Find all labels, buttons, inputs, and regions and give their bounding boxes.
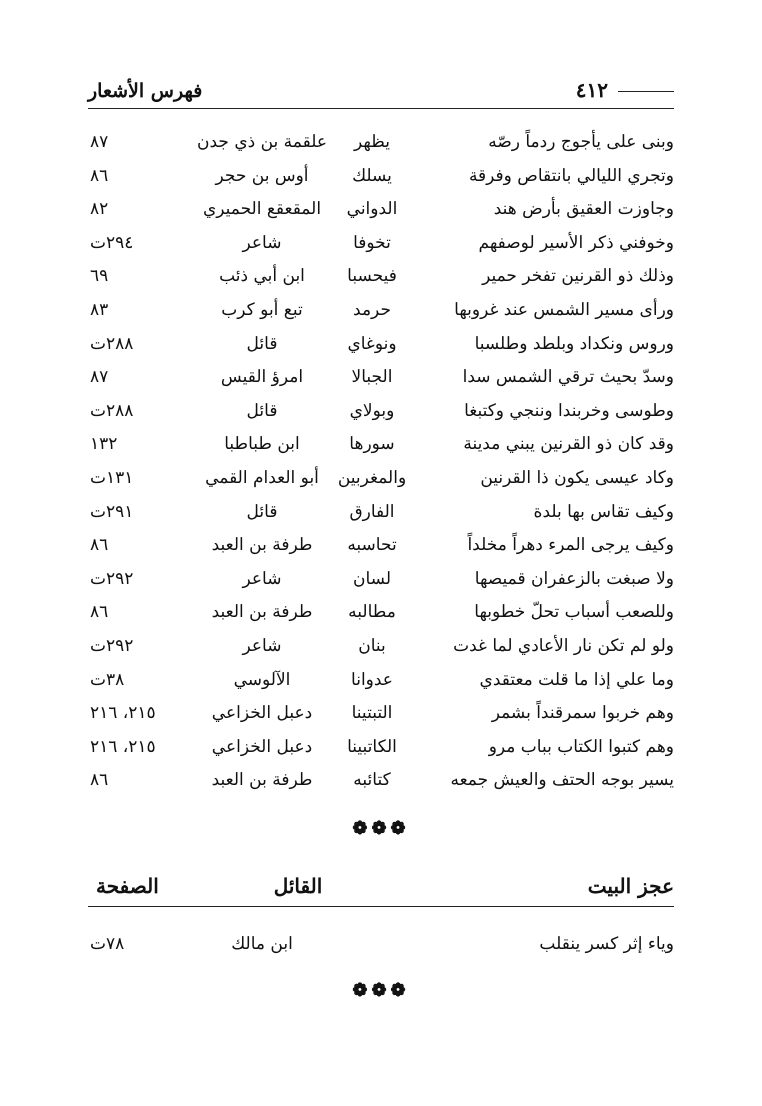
page-reference: ٨٧ <box>90 367 109 388</box>
column-header-page: الصفحة <box>96 874 159 898</box>
section2-header <box>88 870 674 907</box>
poet-name: شاعر <box>242 635 282 656</box>
index-row <box>0 330 762 364</box>
poet-name: علقمة بن ذي جدن <box>197 132 327 152</box>
page-reference: ٢٩٢ت <box>90 568 134 589</box>
page-reference: ٢٨٨ت <box>90 333 134 354</box>
poet-name: أبو العدام القمي <box>205 467 319 488</box>
page-reference: ٨٢ <box>90 199 109 220</box>
rhyme-word: كتائبه <box>353 770 391 791</box>
index-row <box>0 498 762 532</box>
rhyme-word: الكاتبينا <box>347 736 397 757</box>
verse-text: ولو لم تكن نار الأعادي لما غدت <box>453 635 674 656</box>
verse-text: وهم خربوا سمرقنداً بشمر <box>491 703 674 724</box>
index-row <box>0 733 762 767</box>
index-row <box>0 397 762 431</box>
verse-text: وخوفني ذكر الأسير لوصفهم <box>478 232 674 253</box>
index-row <box>0 565 762 599</box>
page-reference: ٨٧ <box>90 132 109 152</box>
verse-text: وذلك ذو القرنين تفخر حمير <box>482 266 674 287</box>
index-row <box>0 598 762 632</box>
verse-text: وكاد عيسى يكون ذا القرنين <box>480 467 674 488</box>
verse-text: وطوسى وخربندا وننجي وكتبغا <box>464 400 674 421</box>
poet-name: تبع أبو كرب <box>221 299 303 320</box>
index-row <box>0 229 762 263</box>
page-reference: ٢١٥، ٢١٦ <box>90 703 156 724</box>
index-row <box>0 632 762 666</box>
poet-name: قائل <box>246 501 278 522</box>
poet-name: الآلوسي <box>233 669 291 690</box>
poet-name: امرؤ القيس <box>220 367 304 388</box>
rhyme-word: تحاسبه <box>347 535 397 556</box>
column-header-poet: القائل <box>273 874 323 898</box>
poet-name: طرفة بن العبد <box>211 770 313 791</box>
rhyme-word: سورها <box>349 434 395 455</box>
verse-text: يسير بوجه الحتف والعيش جمعه <box>450 770 674 791</box>
index-row <box>0 162 762 196</box>
rhyme-word: يظهر <box>354 132 390 152</box>
index-row <box>0 766 762 800</box>
verse-text: وتجري الليالي بانتقاص وفرقة <box>468 165 674 186</box>
rhyme-word: مطالبه <box>348 602 396 623</box>
verse-text: وجاوزت العقيق بأرض هند <box>493 199 674 220</box>
section2-row <box>0 930 762 964</box>
page-reference: ٨٣ <box>90 299 109 320</box>
rhyme-word: والمغربين <box>337 467 407 488</box>
poet-name: شاعر <box>242 568 282 589</box>
poet-name: قائل <box>246 333 278 354</box>
poet-name: دعبل الخزاعي <box>211 703 313 724</box>
poet-name: قائل <box>246 400 278 421</box>
verse-text: وللصعب أسباب تحلّ خطوبها <box>474 602 674 623</box>
index-row <box>0 195 762 229</box>
poet-name: ابن أبي ذئب <box>219 266 305 287</box>
page-reference: ٢٨٨ت <box>90 400 134 421</box>
poet-name: طرفة بن العبد <box>211 602 313 623</box>
header-title: فهرس الأشعار <box>88 80 203 102</box>
page-reference: ٢١٥، ٢١٦ <box>90 736 156 757</box>
verse-text: وروس ونكداد وبلطد وطلسبا <box>474 333 674 354</box>
rhyme-word: حرمد <box>353 299 391 320</box>
page-reference: ٨٦ <box>90 602 109 623</box>
column-header-verse: عجز البيت <box>587 874 674 898</box>
index-row <box>0 430 762 464</box>
poet-name: المقعقع الحميري <box>202 199 322 220</box>
verse-text: وهم كتبوا الكتاب بباب مرو <box>488 736 674 757</box>
poet-name: أوس بن حجر <box>215 165 309 186</box>
page-reference: ٨٦ <box>90 770 109 791</box>
page-reference: ٢٩٢ت <box>90 635 134 656</box>
index-row <box>0 666 762 700</box>
index-row <box>0 128 762 162</box>
header-rule-dash <box>618 91 674 92</box>
verse-text: وبنى على يأجوج ردماً رصّه <box>488 132 674 152</box>
page-reference: ٣٨ت <box>90 669 125 690</box>
rhyme-word: يسلك <box>352 165 392 186</box>
rhyme-word: تخوفا <box>353 232 391 253</box>
index-row <box>0 262 762 296</box>
section-separator-end: ❁❁❁ <box>352 980 410 1001</box>
rhyme-word: الجبالا <box>351 367 393 388</box>
poet-name: شاعر <box>242 232 282 253</box>
poet-name: ابن طباطبا <box>224 434 300 455</box>
rhyme-word: الفارق <box>349 501 395 522</box>
verse-text: وياء إثر كسر ينقلب <box>539 934 674 954</box>
verse-text: وقد كان ذو القرنين يبني مدينة <box>463 434 674 455</box>
index-row <box>0 464 762 498</box>
index-row <box>0 531 762 565</box>
index-row <box>0 296 762 330</box>
verse-text: وما علي إذا ما قلت معتقدي <box>479 669 674 690</box>
page-reference: ١٣٢ <box>90 434 118 455</box>
page-reference: ١٣١ت <box>90 467 134 488</box>
page-reference: ٨٦ <box>90 165 109 186</box>
rhyme-word: التبتينا <box>351 703 393 724</box>
page-reference: ٢٩٤ت <box>90 232 134 253</box>
verse-text: وكيف تقاس بها بلدة <box>533 501 674 522</box>
verse-text: ورأى مسير الشمس عند غروبها <box>454 299 674 320</box>
page-number: ٤١٢ <box>570 78 614 102</box>
rhyme-word: ونوغاي <box>347 333 397 354</box>
verse-text: وسدّ بحيث ترقي الشمس سدا <box>462 367 674 388</box>
page-reference: ٢٩١ت <box>90 501 134 522</box>
poetry-index-table <box>0 128 762 800</box>
verse-text: وكيف يرجى المرء دهراً مخلداً <box>467 535 674 556</box>
rhyme-word: بنان <box>358 635 386 656</box>
verse-text: ولا صبغت بالزعفران قميصها <box>474 568 674 589</box>
rhyme-word: عدوانا <box>351 669 393 690</box>
page-reference: ٧٨ت <box>90 934 125 954</box>
index-row <box>0 363 762 397</box>
rhyme-word: لسان <box>352 568 391 589</box>
page-reference: ٦٩ <box>90 266 109 287</box>
section-separator: ❁❁❁ <box>352 818 410 839</box>
rhyme-word: فيحسبا <box>347 266 397 287</box>
running-header <box>88 78 674 109</box>
rhyme-word: الدواني <box>346 199 398 220</box>
rhyme-word: وبولاي <box>349 400 395 421</box>
poet-name: ابن مالك <box>231 934 293 954</box>
poet-name: طرفة بن العبد <box>211 535 313 556</box>
page-reference: ٨٦ <box>90 535 109 556</box>
index-row <box>0 699 762 733</box>
poet-name: دعبل الخزاعي <box>211 736 313 757</box>
